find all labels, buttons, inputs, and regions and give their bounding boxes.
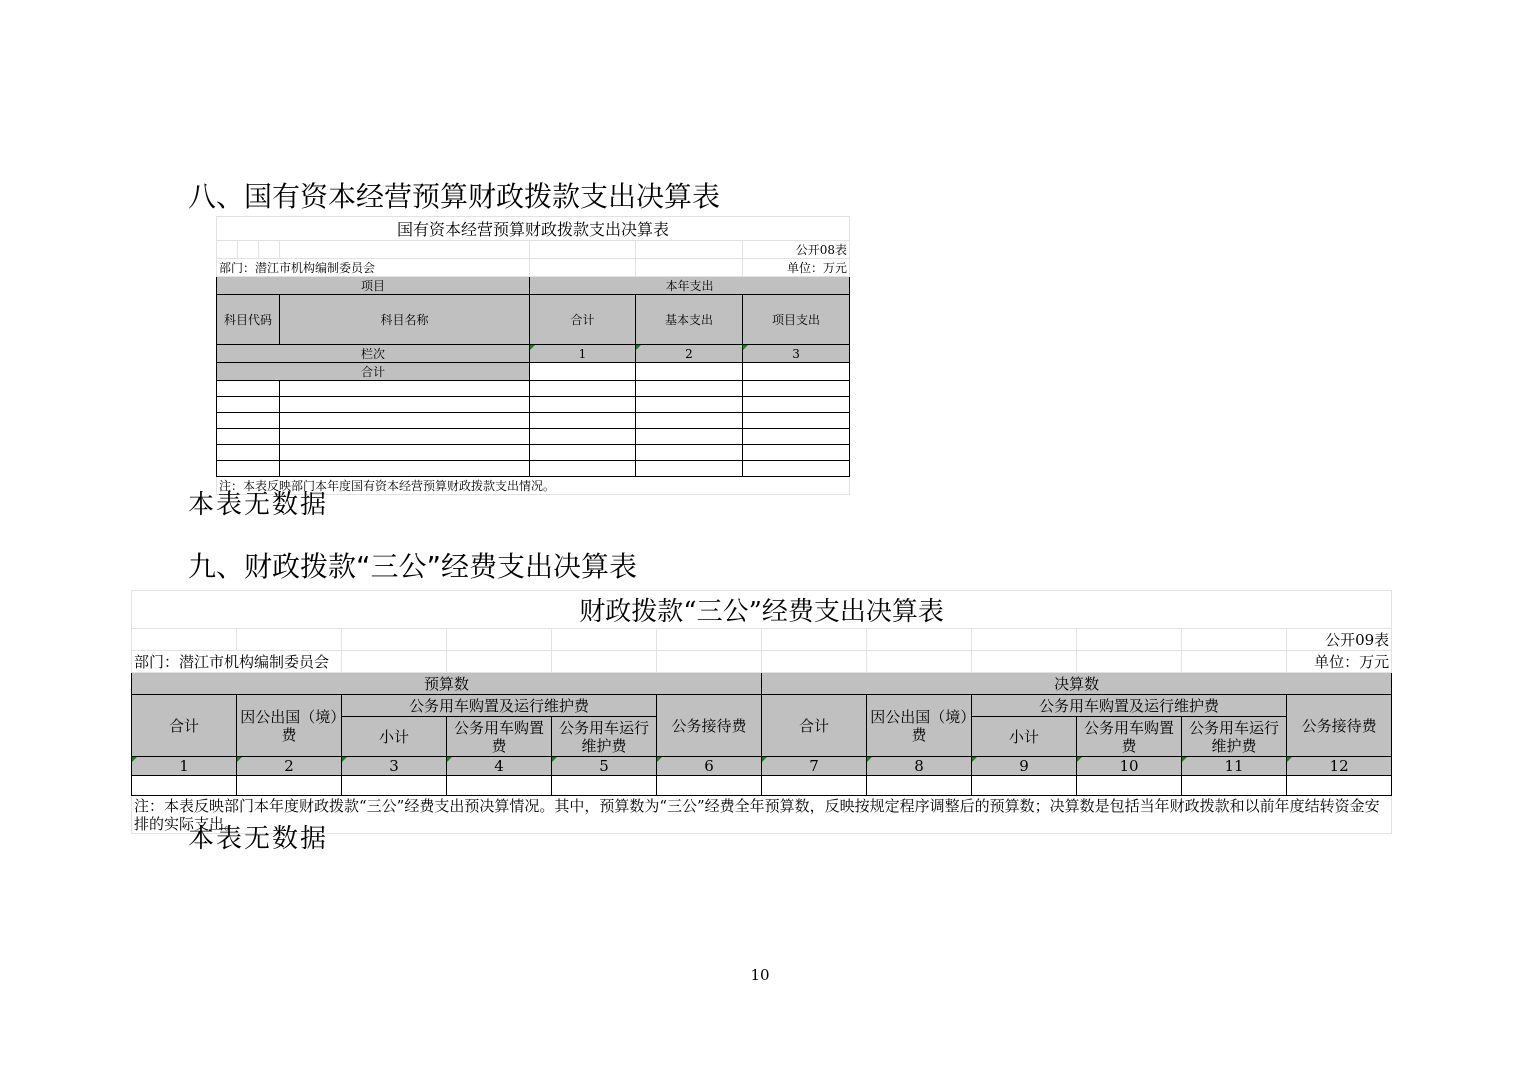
column-number: 12 xyxy=(1287,757,1392,776)
column-number: 1 xyxy=(530,345,636,363)
column-number: 9 xyxy=(972,757,1077,776)
column-number: 3 xyxy=(743,345,850,363)
table-row xyxy=(217,445,850,461)
header-vehicle-group: 公务用车购置及运行维护费 xyxy=(972,695,1287,717)
table-title: 财政拨款“三公”经费支出决算表 xyxy=(132,591,1392,629)
header-vehicle-operation: 公务用车运行维护费 xyxy=(1182,717,1287,757)
header-abroad-fee: 因公出国（境）费 xyxy=(867,695,972,757)
table-row xyxy=(217,381,850,397)
table-row xyxy=(217,397,850,413)
header-subject-name: 科目名称 xyxy=(280,295,530,345)
header-budget: 预算数 xyxy=(132,673,762,695)
header-total: 合计 xyxy=(132,695,237,757)
column-number: 1 xyxy=(132,757,237,776)
header-basic-spending: 基本支出 xyxy=(636,295,743,345)
column-number: 6 xyxy=(657,757,762,776)
table-title: 国有资本经营预算财政拨款支出决算表 xyxy=(217,217,850,241)
column-number: 11 xyxy=(1182,757,1287,776)
table-row xyxy=(217,461,850,477)
column-number: 4 xyxy=(447,757,552,776)
header-subtotal: 小计 xyxy=(342,717,447,757)
department-label: 部门：潜江市机构编制委员会 xyxy=(132,651,342,673)
header-project-spending: 项目支出 xyxy=(743,295,850,345)
column-number: 5 xyxy=(552,757,657,776)
department-label: 部门：潜江市机构编制委员会 xyxy=(217,259,530,277)
header-vehicle-operation: 公务用车运行维护费 xyxy=(552,717,657,757)
column-number: 3 xyxy=(342,757,447,776)
header-abroad-fee: 因公出国（境）费 xyxy=(237,695,342,757)
total-row-label: 合计 xyxy=(217,363,530,381)
header-vehicle-purchase: 公务用车购置费 xyxy=(1077,717,1182,757)
no-data-text: 本表无数据 xyxy=(188,824,329,854)
header-year-spending: 本年支出 xyxy=(530,277,850,295)
header-subject-code: 科目代码 xyxy=(217,295,280,345)
header-vehicle-purchase: 公务用车购置费 xyxy=(447,717,552,757)
no-data-text: 本表无数据 xyxy=(188,490,329,520)
header-total: 合计 xyxy=(762,695,867,757)
column-number: 2 xyxy=(237,757,342,776)
form-code: 公开09表 xyxy=(1287,629,1392,651)
column-number: 2 xyxy=(636,345,743,363)
header-total: 合计 xyxy=(530,295,636,345)
table-row xyxy=(132,776,1392,796)
state-capital-table xyxy=(216,216,850,495)
header-vehicle-group: 公务用车购置及运行维护费 xyxy=(342,695,657,717)
table-row xyxy=(217,429,850,445)
table-note: 注：本表反映部门本年度财政拨款“三公”经费支出预决算情况。其中，预算数为“三公”经费全年预算数，反映按规定程序调整后的预算数；决算数是包括当年财政拨款和以前年度结转资金安排的实际支出。 xyxy=(132,796,1392,834)
header-item: 项目 xyxy=(217,277,530,295)
three-public-expenses-table xyxy=(131,590,1392,834)
header-subtotal: 小计 xyxy=(972,717,1077,757)
unit-label: 单位：万元 xyxy=(743,259,850,277)
page-number: 10 xyxy=(750,966,770,984)
section9-heading: 九、财政拨款“三公”经费支出决算表 xyxy=(188,550,638,583)
row-order-label: 栏次 xyxy=(217,345,530,363)
header-final: 决算数 xyxy=(762,673,1392,695)
section8-heading: 八、国有资本经营预算财政拨款支出决算表 xyxy=(188,180,721,213)
unit-label: 单位：万元 xyxy=(1287,651,1392,673)
column-number: 10 xyxy=(1077,757,1182,776)
table-row xyxy=(217,413,850,429)
column-number: 7 xyxy=(762,757,867,776)
header-reception-fee: 公务接待费 xyxy=(1287,695,1392,757)
table-note: 注：本表反映部门本年度国有资本经营预算财政拨款支出情况。 xyxy=(217,477,850,495)
header-reception-fee: 公务接待费 xyxy=(657,695,762,757)
form-code: 公开08表 xyxy=(743,241,850,259)
column-number: 8 xyxy=(867,757,972,776)
